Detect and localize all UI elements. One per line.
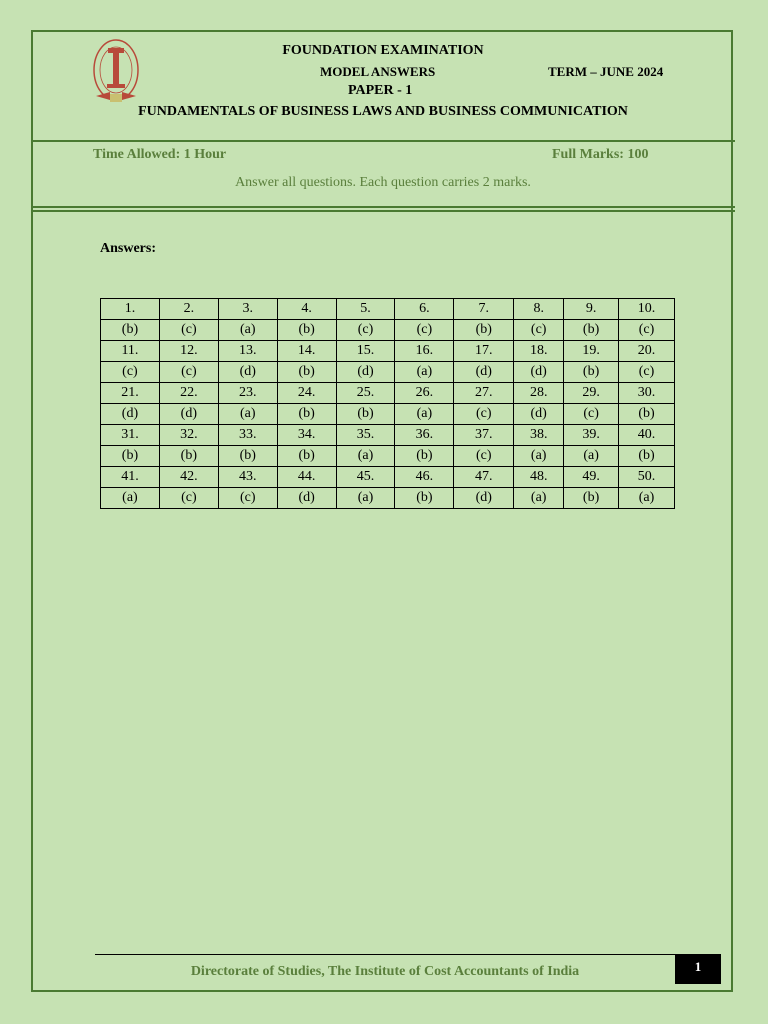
question-number-cell: 6.: [395, 299, 454, 320]
answer-cell: (b): [454, 320, 514, 341]
question-number-cell: 19.: [564, 341, 619, 362]
answer-cell: (a): [514, 446, 564, 467]
answer-cell: (a): [101, 488, 160, 509]
question-number-cell: 27.: [454, 383, 514, 404]
answer-cell: (d): [336, 362, 395, 383]
question-number-cell: 22.: [159, 383, 218, 404]
answer-table: [100, 298, 675, 509]
question-number-cell: 1.: [101, 299, 160, 320]
answer-cell: (c): [619, 320, 675, 341]
question-number-cell: 42.: [159, 467, 218, 488]
answer-cell: (a): [395, 404, 454, 425]
answer-cell: (a): [619, 488, 675, 509]
answer-cell: (c): [454, 404, 514, 425]
question-number-cell: 44.: [277, 467, 336, 488]
question-number-cell: 28.: [514, 383, 564, 404]
term-label: TERM – JUNE 2024: [548, 64, 664, 79]
question-number-row: [101, 425, 675, 446]
question-number-cell: 36.: [395, 425, 454, 446]
answer-cell: (b): [101, 446, 160, 467]
question-number-cell: 8.: [514, 299, 564, 320]
answer-cell: (d): [101, 404, 160, 425]
question-number-cell: 3.: [218, 299, 277, 320]
answer-row: [101, 488, 675, 509]
answer-cell: (b): [277, 362, 336, 383]
question-number-cell: 35.: [336, 425, 395, 446]
answer-cell: (c): [159, 362, 218, 383]
question-number-cell: 50.: [619, 467, 675, 488]
question-number-row: [101, 383, 675, 404]
question-number-cell: 46.: [395, 467, 454, 488]
question-number-cell: 31.: [101, 425, 160, 446]
question-number-cell: 23.: [218, 383, 277, 404]
header-divider: [31, 140, 735, 142]
answer-cell: (c): [395, 320, 454, 341]
footer-divider: [95, 954, 721, 955]
answer-cell: (b): [336, 404, 395, 425]
question-number-cell: 17.: [454, 341, 514, 362]
question-number-cell: 7.: [454, 299, 514, 320]
question-number-cell: 30.: [619, 383, 675, 404]
question-number-cell: 25.: [336, 383, 395, 404]
question-number-cell: 20.: [619, 341, 675, 362]
answer-cell: (b): [218, 446, 277, 467]
question-number-cell: 18.: [514, 341, 564, 362]
answer-cell: (d): [277, 488, 336, 509]
question-number-cell: 48.: [514, 467, 564, 488]
question-number-cell: 15.: [336, 341, 395, 362]
question-number-cell: 2.: [159, 299, 218, 320]
answer-cell: (b): [619, 404, 675, 425]
question-number-cell: 10.: [619, 299, 675, 320]
answer-row: [101, 446, 675, 467]
question-number-cell: 21.: [101, 383, 160, 404]
answer-cell: (a): [218, 320, 277, 341]
answer-cell: (c): [619, 362, 675, 383]
answer-cell: (a): [218, 404, 277, 425]
question-number-cell: 5.: [336, 299, 395, 320]
answer-cell: (b): [277, 404, 336, 425]
answer-cell: (b): [564, 320, 619, 341]
answers-label: Answers:: [100, 241, 156, 256]
full-marks: Full Marks: 100: [552, 147, 649, 162]
meta-divider-top: [31, 206, 735, 208]
question-number-row: [101, 341, 675, 362]
answer-cell: (b): [395, 446, 454, 467]
question-number-cell: 33.: [218, 425, 277, 446]
question-number-cell: 39.: [564, 425, 619, 446]
question-number-cell: 14.: [277, 341, 336, 362]
subject-title: FUNDAMENTALS OF BUSINESS LAWS AND BUSINESS COMMUNICATION: [138, 104, 628, 119]
instructions: Answer all questions. Each question carries 2 marks.: [235, 175, 531, 190]
answer-cell: (b): [395, 488, 454, 509]
answer-cell: (a): [336, 446, 395, 467]
question-number-cell: 13.: [218, 341, 277, 362]
answer-row: [101, 404, 675, 425]
paper-number: PAPER - 1: [348, 83, 413, 98]
model-answers-title: MODEL ANSWERS: [320, 64, 436, 79]
question-number-cell: 47.: [454, 467, 514, 488]
answer-cell: (b): [277, 446, 336, 467]
answer-cell: (b): [564, 488, 619, 509]
answer-cell: (c): [564, 404, 619, 425]
question-number-cell: 11.: [101, 341, 160, 362]
answer-cell: (b): [564, 362, 619, 383]
answer-cell: (c): [159, 320, 218, 341]
question-number-cell: 4.: [277, 299, 336, 320]
answer-row: [101, 320, 675, 341]
question-number-cell: 45.: [336, 467, 395, 488]
question-number-cell: 12.: [159, 341, 218, 362]
answer-cell: (d): [514, 362, 564, 383]
question-number-cell: 24.: [277, 383, 336, 404]
answer-cell: (d): [454, 488, 514, 509]
answer-cell: (d): [159, 404, 218, 425]
question-number-cell: 32.: [159, 425, 218, 446]
answer-cell: (a): [336, 488, 395, 509]
question-number-row: [101, 467, 675, 488]
answer-cell: (a): [514, 488, 564, 509]
answer-cell: (b): [619, 446, 675, 467]
question-number-cell: 26.: [395, 383, 454, 404]
answer-cell: (c): [336, 320, 395, 341]
answer-cell: (c): [218, 488, 277, 509]
question-number-cell: 43.: [218, 467, 277, 488]
question-number-cell: 49.: [564, 467, 619, 488]
answer-cell: (c): [159, 488, 218, 509]
answer-cell: (a): [564, 446, 619, 467]
answer-row: [101, 362, 675, 383]
answer-cell: (c): [454, 446, 514, 467]
answer-cell: (b): [159, 446, 218, 467]
answer-cell: (b): [101, 320, 160, 341]
answer-cell: (d): [218, 362, 277, 383]
question-number-cell: 37.: [454, 425, 514, 446]
answer-cell: (d): [514, 404, 564, 425]
question-number-cell: 38.: [514, 425, 564, 446]
meta-divider-bottom: [31, 210, 735, 212]
question-number-row: [101, 299, 675, 320]
answer-cell: (b): [277, 320, 336, 341]
answer-cell: (d): [454, 362, 514, 383]
answer-cell: (c): [514, 320, 564, 341]
question-number-cell: 40.: [619, 425, 675, 446]
exam-title: FOUNDATION EXAMINATION: [282, 43, 484, 58]
time-allowed: Time Allowed: 1 Hour: [93, 147, 227, 162]
question-number-cell: 9.: [564, 299, 619, 320]
question-number-cell: 34.: [277, 425, 336, 446]
question-number-cell: 41.: [101, 467, 160, 488]
question-number-cell: 16.: [395, 341, 454, 362]
answer-cell: (c): [101, 362, 160, 383]
answer-cell: (a): [395, 362, 454, 383]
question-number-cell: 29.: [564, 383, 619, 404]
page-number: 1: [675, 954, 721, 984]
footer-text: Directorate of Studies, The Institute of Cost Accountants of India: [190, 964, 580, 979]
